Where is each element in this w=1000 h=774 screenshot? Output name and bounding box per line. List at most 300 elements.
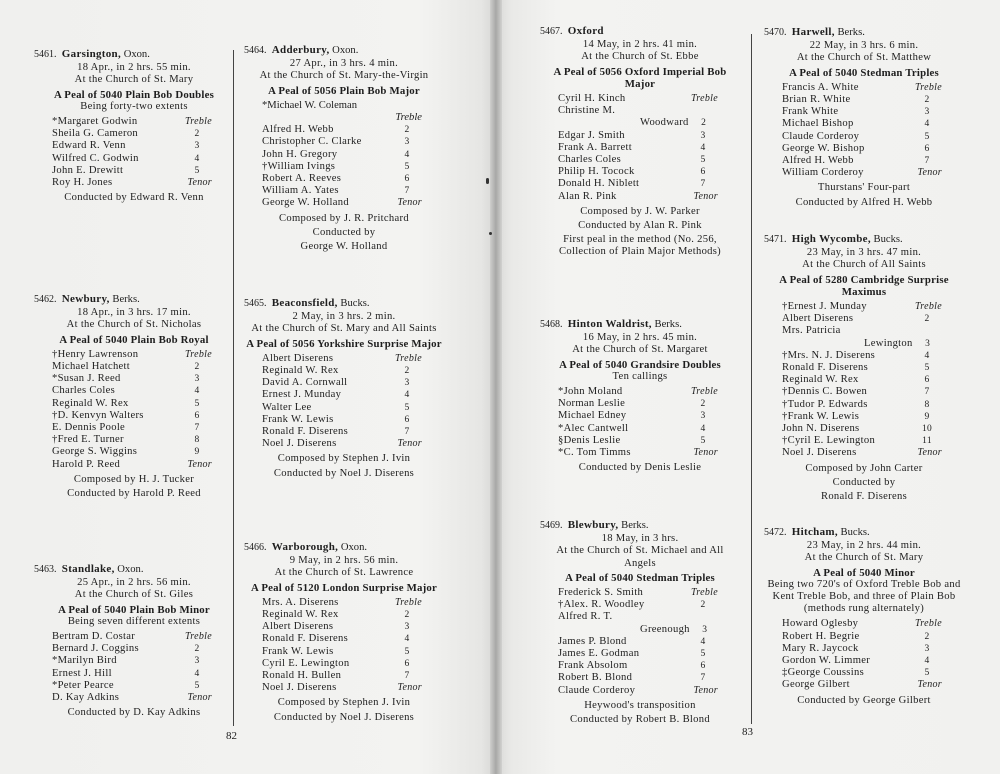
peal-entry	[244, 541, 444, 724]
ringer-row	[34, 140, 234, 152]
ringer-row	[540, 624, 740, 636]
ringer-row	[34, 153, 234, 165]
ringer-row	[244, 149, 444, 161]
ringer-position: Treble	[915, 301, 942, 313]
ringer-row	[244, 353, 444, 365]
ringer-row	[764, 423, 964, 435]
ringer-name: John E. Drewitt	[52, 164, 124, 176]
entry-heading	[540, 318, 740, 331]
peal-place: Adderbury,	[271, 44, 330, 56]
ringer-position: 3	[194, 141, 200, 152]
ringer-position: 10	[921, 424, 933, 435]
ringer-list	[540, 386, 740, 459]
ringer-position: 6	[404, 174, 410, 185]
ringer-name: E. Dennis Poole	[52, 422, 126, 434]
ringer-row	[540, 599, 740, 611]
ringer-row	[764, 667, 964, 679]
peal-title: A Peal of 5280 Cambridge Surprise Maximus	[779, 273, 949, 298]
peal-place: Newbury,	[61, 293, 110, 305]
peal-entry	[244, 297, 444, 480]
ringer-name: Noel J. Diserens	[262, 438, 337, 450]
ringer-name: Robert B. Blond	[558, 672, 633, 684]
peal-time: 23 May, in 3 hrs. 47 min.	[806, 247, 922, 259]
ringer-name: †William Ivings	[262, 160, 336, 172]
peal-credit: Conducted by	[312, 226, 376, 238]
ringer-row	[34, 385, 234, 397]
ringer-position: 4	[924, 119, 930, 130]
entry-heading	[34, 48, 234, 61]
peal-note: Ten callings	[612, 370, 668, 382]
ringer-position: 5	[924, 131, 930, 142]
ringer-name: Cyril E. Lewington	[262, 657, 350, 669]
ringer-name: Bertram D. Costar	[52, 631, 136, 643]
ringer-row	[764, 362, 964, 374]
ringer-name: *Margaret Godwin	[52, 116, 138, 128]
peal-entry	[244, 44, 444, 253]
ringer-name: †Cyril E. Lewington	[782, 435, 876, 447]
ringer-name: §Denis Leslie	[558, 434, 621, 446]
ringer-row	[34, 177, 234, 189]
peal-credit: First peal in the method (No. 256, Collection of Plain Major Methods)	[558, 234, 722, 258]
peal-church: At the Church of St. Ebbe	[581, 51, 699, 63]
entry-heading	[244, 541, 444, 554]
ringer-row	[540, 636, 740, 648]
ringer-row	[540, 142, 740, 154]
ringer-row	[34, 668, 234, 680]
peal-entry	[764, 526, 964, 707]
ringer-position	[688, 105, 718, 117]
ringer-position: Treble	[185, 348, 212, 360]
ringer-position: 6	[924, 143, 930, 154]
entry-heading	[34, 293, 234, 306]
peal-number: 5468.	[540, 319, 563, 330]
ringer-position: Tenor	[693, 447, 718, 459]
ringer-position: 2	[924, 314, 930, 325]
ringer-name: Lewington	[864, 337, 913, 349]
ringer-row	[764, 118, 964, 130]
peal-county: Berks.	[654, 319, 682, 330]
ringer-name: Robert H. Begrie	[782, 630, 860, 642]
ringer-row	[540, 660, 740, 672]
ringer-name: Woodward	[640, 117, 689, 129]
ringer-row	[764, 301, 964, 313]
peal-note: Being two 720's of Oxford Treble Bob and Kent Treble Bob, and three of Plain Bob (methods rung alternately)	[767, 578, 961, 615]
ringer-name: Norman Leslie	[558, 398, 626, 410]
peal-title: A Peal of 5040 Stedman Triples	[789, 66, 939, 79]
peal-credit: Conducted by Harold P. Reed	[67, 488, 201, 500]
peal-credit: Conducted by Denis Leslie	[578, 462, 702, 474]
ringer-row	[244, 670, 444, 682]
ringer-name: Ernest J. Munday	[262, 389, 342, 401]
ringer-row	[34, 373, 234, 385]
peal-time: 22 May, in 3 hrs. 6 min.	[809, 40, 919, 52]
ringer-name: D. Kay Adkins	[52, 692, 120, 704]
ringer-row	[540, 410, 740, 422]
ringer-name: James E. Godman	[558, 648, 640, 660]
ringer-position: 2	[924, 631, 930, 642]
ringer-name: George S. Wiggins	[52, 446, 138, 458]
peal-church: At the Church of St. Lawrence	[274, 567, 414, 579]
ringer-row	[764, 447, 964, 459]
peal-church: At the Church of St. Michael and All Angels	[556, 545, 724, 569]
peal-credit: Composed by H. J. Tucker	[73, 473, 195, 485]
ringer-list	[34, 116, 234, 189]
ringer-position: 8	[924, 399, 930, 410]
ringer-name: Reginald W. Rex	[262, 365, 339, 377]
ringer-position: 11	[922, 436, 932, 447]
ringer-name: Howard Oglesby	[782, 618, 859, 630]
ringer-name: Philip H. Tocock	[558, 166, 635, 178]
ringer-position: 6	[194, 410, 200, 421]
page-mark	[486, 178, 489, 184]
ringer-row	[244, 414, 444, 426]
ringer-position: 4	[924, 350, 930, 361]
ringer-name: Alfred H. Webb	[262, 124, 334, 136]
ringer-position: 9	[924, 411, 930, 422]
ringer-position: 2	[194, 644, 200, 655]
ringer-position: 2	[404, 366, 410, 377]
ringer-position: 4	[404, 390, 410, 401]
ringer-row	[540, 178, 740, 190]
ringer-row	[540, 130, 740, 142]
ringer-row	[764, 399, 964, 411]
entry-heading	[764, 26, 964, 39]
peal-credit: Thurstans' Four-part	[817, 182, 911, 194]
ringer-row	[540, 105, 740, 117]
ringer-name: Edgar J. Smith	[558, 129, 625, 141]
ringer-name: Ernest J. Hill	[52, 667, 112, 679]
peal-county: Oxon.	[332, 45, 359, 56]
ringer-row	[540, 435, 740, 447]
ringer-name: Charles Coles	[558, 154, 622, 166]
ringer-row	[244, 597, 444, 609]
ringer-name: *Alec Cantwell	[558, 422, 629, 434]
ringer-position: 5	[924, 363, 930, 374]
ringer-position: 7	[404, 427, 410, 438]
ringer-name: Albert Diserens	[262, 621, 334, 633]
ringer-row	[244, 609, 444, 621]
peal-place: Hinton Waldrist,	[567, 318, 652, 330]
peal-time: 18 Apr., in 2 hrs. 55 min.	[77, 62, 191, 74]
ringer-position: 7	[194, 423, 200, 434]
peal-title: A Peal of 5040 Minor	[813, 566, 915, 579]
peal-place: High Wycombe,	[791, 233, 871, 245]
peal-number: 5467.	[540, 26, 563, 37]
ringer-row	[540, 191, 740, 203]
ringer-row	[764, 411, 964, 423]
ringer-row	[244, 365, 444, 377]
ringer-name: Alfred R. T.	[558, 611, 613, 623]
ringer-name: Brian R. White	[782, 94, 851, 106]
ringer-row	[34, 410, 234, 422]
ringer-row	[244, 197, 444, 209]
ringer-position: 3	[404, 378, 410, 389]
ringer-row	[540, 423, 740, 435]
peal-place: Oxford	[567, 25, 604, 37]
peal-note: Being seven different extents	[67, 615, 201, 627]
peal-place: Beaconsfield,	[271, 297, 338, 309]
ringer-name: George Gilbert	[782, 679, 850, 691]
ringer-name: Cyril H. Kinch	[558, 93, 626, 105]
ringer-name: Albert Diserens	[782, 313, 854, 325]
ringer-name: James P. Blond	[558, 635, 627, 647]
peal-number: 5462.	[34, 294, 57, 305]
peal-time: 16 May, in 2 hrs. 45 min.	[582, 332, 698, 344]
ringer-row	[244, 377, 444, 389]
ringer-name: David A. Cornwall	[262, 377, 348, 389]
peal-title: A Peal of 5040 Plain Bob Royal	[59, 333, 209, 346]
ringer-list	[34, 349, 234, 471]
ringer-position: 3	[924, 107, 930, 118]
peal-place: Hitcham,	[791, 526, 838, 538]
ringer-name: †Frank W. Lewis	[782, 410, 860, 422]
ringer-position	[912, 325, 942, 337]
ringer-row	[34, 655, 234, 667]
ringer-row	[540, 117, 740, 129]
peal-time: 2 May, in 3 hrs. 2 min.	[292, 311, 396, 323]
ringer-row	[540, 398, 740, 410]
ringer-position: 7	[700, 179, 706, 190]
ringer-position: Tenor	[693, 684, 718, 696]
ringer-row	[764, 82, 964, 94]
ringer-name: Reginald W. Rex	[262, 609, 339, 621]
peal-entry	[34, 563, 234, 719]
ringer-row	[34, 116, 234, 128]
ringer-name: *C. Tom Timms	[558, 447, 631, 459]
peal-church: At the Church of St. Mary-the-Virgin	[259, 70, 429, 82]
ringer-position: 9	[194, 447, 200, 458]
ringer-row	[764, 618, 964, 630]
ringer-position: 4	[404, 149, 410, 160]
ringer-position: 7	[404, 186, 410, 197]
peal-church: At the Church of St. Mary	[74, 74, 194, 86]
ringer-position: 4	[194, 668, 200, 679]
peal-entry	[764, 233, 964, 503]
ringer-row	[540, 648, 740, 660]
ringer-position: 2	[700, 399, 706, 410]
ringer-row	[34, 165, 234, 177]
ringer-row	[540, 587, 740, 599]
peal-county: Oxon.	[123, 49, 150, 60]
peal-title: A Peal of 5040 Grandsire Doubles	[559, 358, 721, 371]
ringer-name: Frank Absolom	[558, 660, 628, 672]
ringer-row	[34, 434, 234, 446]
peal-credit: Conducted by George Gilbert	[797, 694, 931, 706]
ringer-name: Frank White	[782, 106, 839, 118]
ringer-position: 3	[925, 338, 931, 349]
entry-heading	[34, 563, 234, 576]
ringer-name: George W. Holland	[262, 197, 349, 209]
peal-note: Being forty-two extents	[80, 100, 188, 112]
ringer-row	[764, 106, 964, 118]
ringer-position: 5	[700, 649, 706, 660]
peal-time: 25 Apr., in 2 hrs. 56 min.	[77, 577, 191, 589]
ringer-position: Tenor	[917, 447, 942, 459]
ringer-row	[764, 350, 964, 362]
ringer-name: †Mrs. N. J. Diserens	[782, 349, 876, 361]
peal-credit: Composed by J. R. Pritchard	[279, 212, 409, 224]
ringer-position: Treble	[395, 596, 422, 608]
ringer-name: William A. Yates	[262, 185, 339, 197]
ringer-position: Treble	[395, 352, 422, 364]
ringer-row	[764, 374, 964, 386]
ringer-row	[34, 361, 234, 373]
ringer-name: Ronald F. Diserens	[782, 362, 869, 374]
ringer-position: 5	[924, 668, 930, 679]
ringer-name: Alan R. Pink	[558, 190, 617, 202]
peal-title: A Peal of 5056 Oxford Imperial Bob Major	[553, 65, 727, 90]
peal-county: Berks.	[621, 520, 649, 531]
ringer-name: Michael Edney	[558, 410, 627, 422]
ringer-position: Tenor	[397, 682, 422, 694]
ringer-position: 5	[194, 165, 200, 176]
ringer-name: †Fred E. Turner	[52, 434, 124, 446]
ringer-name: *Michael W. Coleman	[262, 99, 358, 111]
ringer-name: *John Moland	[558, 386, 623, 398]
peal-time: 9 May, in 2 hrs. 56 min.	[289, 555, 399, 567]
entry-heading	[764, 526, 964, 539]
peal-entry	[540, 25, 740, 259]
ringer-row	[540, 93, 740, 105]
peal-county: Bucks.	[340, 298, 370, 309]
peal-credit: George W. Holland	[300, 241, 388, 253]
ringer-name: Robert A. Reeves	[262, 173, 342, 185]
book-gutter	[490, 0, 502, 774]
ringer-position: 2	[700, 600, 706, 611]
ringer-row	[34, 643, 234, 655]
entry-heading	[764, 233, 964, 246]
peal-county: Bucks.	[873, 234, 903, 245]
ringer-position: 3	[194, 656, 200, 667]
peal-place: Warborough,	[271, 541, 339, 553]
ringer-name: †D. Kenvyn Walters	[52, 409, 144, 421]
ringer-name: Ronald F. Diserens	[262, 633, 349, 645]
ringer-position: 6	[924, 375, 930, 386]
page-number-left: 82	[226, 730, 237, 742]
peal-time: 14 May, in 2 hrs. 41 min.	[582, 39, 698, 51]
peal-entry	[34, 48, 234, 204]
ringer-row	[764, 631, 964, 643]
peal-church: At the Church of St. Matthew	[796, 52, 932, 64]
ringer-row	[540, 154, 740, 166]
ringer-name: Mrs. A. Diserens	[262, 596, 339, 608]
peal-credit: Heywood's transposition	[584, 699, 696, 711]
ringer-name: Gordon W. Limmer	[782, 655, 871, 667]
ringer-name: William Corderoy	[782, 167, 864, 179]
ringer-list	[764, 82, 964, 180]
ringer-name: Noel J. Diserens	[262, 682, 337, 694]
ringer-row	[244, 621, 444, 633]
peal-number: 5466.	[244, 542, 267, 553]
ringer-position: 7	[700, 673, 706, 684]
column-rule-right	[751, 34, 752, 724]
entry-heading	[244, 297, 444, 310]
ringer-name: Albert Diserens	[262, 352, 334, 364]
peal-entry	[34, 293, 234, 500]
ringer-position: 5	[700, 435, 706, 446]
ringer-position: 5	[404, 402, 410, 413]
ringer-row	[764, 386, 964, 398]
peal-title: A Peal of 5040 Plain Bob Minor	[58, 603, 210, 616]
peal-number: 5464.	[244, 45, 267, 56]
ringer-row	[540, 166, 740, 178]
ringer-name: Edward R. Venn	[52, 140, 126, 152]
ringer-name: Roy H. Jones	[52, 177, 113, 189]
peal-place: Standlake,	[61, 563, 115, 575]
ringer-row	[764, 155, 964, 167]
peal-church: At the Church of St. Giles	[74, 589, 194, 601]
peal-credit: Conducted by Alfred H. Webb	[795, 196, 933, 208]
peal-time: 23 May, in 2 hrs. 44 min.	[806, 540, 922, 552]
ringer-name: ‡George Coussins	[782, 667, 864, 679]
peal-credit: Composed by John Carter	[805, 462, 923, 474]
ringer-row	[764, 94, 964, 106]
peal-entry	[540, 318, 740, 474]
ringer-position: Treble	[691, 587, 718, 599]
ringer-row	[34, 631, 234, 643]
ringer-name: *Marilyn Bird	[52, 655, 117, 667]
ringer-row	[244, 438, 444, 450]
ringer-name: †Alex. R. Woodley	[558, 599, 645, 611]
peal-church: At the Church of St. Nicholas	[66, 319, 202, 331]
peal-credit: Composed by Stephen J. Ivin	[277, 453, 411, 465]
peal-title: A Peal of 5056 Plain Bob Major	[268, 84, 420, 97]
peal-number: 5470.	[764, 27, 787, 38]
ringer-position: 6	[700, 661, 706, 672]
peal-number: 5465.	[244, 298, 267, 309]
ringer-position: Tenor	[187, 458, 212, 470]
entry-heading	[540, 25, 740, 38]
ringer-position: 4	[924, 656, 930, 667]
peal-credit: Composed by J. W. Parker	[580, 205, 700, 217]
peal-time: 27 Apr., in 3 hrs. 4 min.	[289, 58, 399, 70]
ringer-name: Donald H. Niblett	[558, 178, 640, 190]
ringer-name: Frank W. Lewis	[262, 413, 334, 425]
peal-church: At the Church of St. Mary and All Saints	[251, 323, 437, 335]
ringer-position: 6	[404, 658, 410, 669]
peal-church: At the Church of St. Mary	[804, 552, 924, 564]
ringer-row	[34, 398, 234, 410]
ringer-name: †Ernest J. Munday	[782, 301, 867, 313]
ringer-name: Claude Corderoy	[782, 130, 860, 142]
ringer-row	[540, 685, 740, 697]
ringer-name: John H. Gregory	[262, 148, 338, 160]
ringer-position: Treble	[691, 93, 718, 105]
peal-entry	[540, 519, 740, 726]
ringer-position: 6	[700, 167, 706, 178]
ringer-position: 4	[194, 386, 200, 397]
ringer-position: Tenor	[187, 692, 212, 704]
ringer-position: 3	[924, 643, 930, 654]
ringer-list	[764, 618, 964, 691]
peal-county: Bucks.	[840, 527, 870, 538]
ringer-position: Tenor	[917, 167, 942, 179]
ringer-position	[688, 611, 718, 623]
ringer-name: Ronald F. Diserens	[262, 426, 349, 438]
ringer-row	[244, 185, 444, 197]
ringer-row	[764, 131, 964, 143]
ringer-row	[764, 655, 964, 667]
ringer-position: 2	[701, 118, 707, 129]
ringer-name: John N. Diserens	[782, 423, 860, 435]
page-mark	[489, 232, 492, 235]
ringer-name: †Tudor P. Edwards	[782, 398, 868, 410]
ringer-position: 2	[404, 610, 410, 621]
ringer-row	[244, 100, 444, 112]
ringer-position: 3	[194, 374, 200, 385]
ringer-row	[244, 646, 444, 658]
ringer-row	[244, 682, 444, 694]
